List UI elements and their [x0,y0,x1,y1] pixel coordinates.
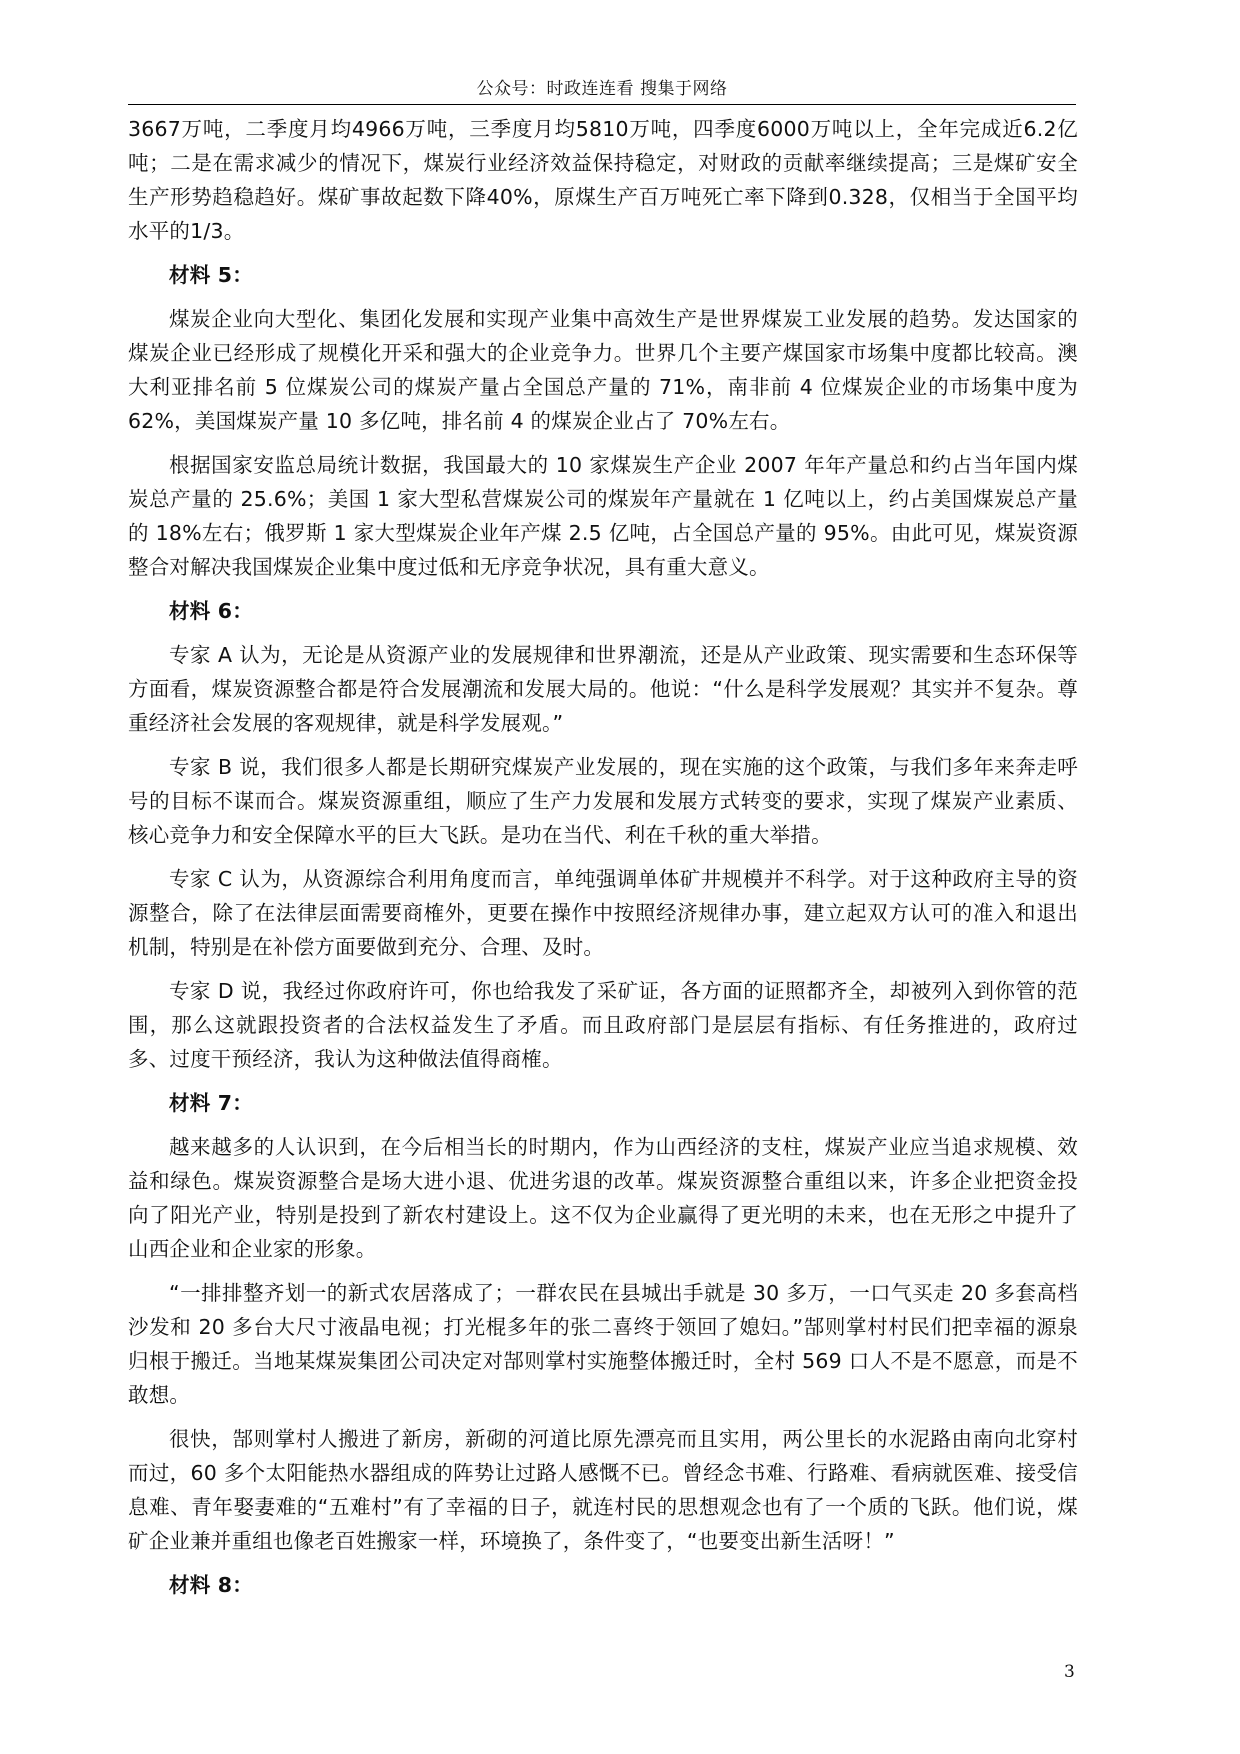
paragraph: 专家 C 认为，从资源综合利用角度而言，单纯强调单体矿井规模并不科学。对于这种政府主导的资源整合，除了在法律层面需要商榷外，更要在操作中按照经济规律办事，建立起双方认可的准入和退出机制，特别是在补偿方面要做到充分、合理、及时。 [128,867,1078,959]
section-heading-material-8: 材料 8： [169,1573,253,1597]
paragraph: “一排排整齐划一的新式农居落成了；一群农民在县城出手就是 30 多万，一口气买走 20 多套高档沙发和 20 多台大尺寸液晶电视；打光棍多年的张二喜终于领回了媳妇。”郜则掌村村民们把幸福的源泉归根于搬迁。当地某煤炭集团公司决定对郜则掌村实施整体搬迁时，全村 569 口人不是不愿意，而是不敢想。 [128,1281,1078,1407]
paragraph-continued: 3667万吨，二季度月均4966万吨，三季度月均5810万吨，四季度6000万吨以上，全年完成近6.2亿吨；二是在需求减少的情况下，煤炭行业经济效益保持稳定，对财政的贡献率继续提高；三是煤矿安全生产形势趋稳趋好。煤矿事故起数下降40%，原煤生产百万吨死亡率下降到0.328，仅相当于全国平均水平的1/3。 [128,117,1078,243]
document-body [128,112,1078,1612]
paragraph: 专家 D 说，我经过你政府许可，你也给我发了采矿证，各方面的证照都齐全，却被列入到你管的范围，那么这就跟投资者的合法权益发生了矛盾。而且政府部门是层层有指标、有任务推进的，政府过多、过度干预经济，我认为这种做法值得商榷。 [128,979,1078,1071]
paragraph: 煤炭企业向大型化、集团化发展和实现产业集中高效生产是世界煤炭工业发展的趋势。发达国家的煤炭企业已经形成了规模化开采和强大的企业竞争力。世界几个主要产煤国家市场集中度都比较高。澳大利亚排名前 5 位煤炭公司的煤炭产量占全国总产量的 71%，南非前 4 位煤炭企业的市场集中度为 62%，美国煤炭产量 10 多亿吨，排名前 4 的煤炭企业占了 70%左右。 [128,307,1078,433]
paragraph: 专家 B 说，我们很多人都是长期研究煤炭产业发展的，现在实施的这个政策，与我们多年来奔走呼号的目标不谋而合。煤炭资源重组，顺应了生产力发展和发展方式转变的要求，实现了煤炭产业素质、核心竞争力和安全保障水平的巨大飞跃。是功在当代、利在千秋的重大举措。 [128,755,1078,847]
section-heading-material-7: 材料 7： [169,1091,253,1115]
section-heading-material-5: 材料 5： [169,263,253,287]
paragraph: 专家 A 认为，无论是从资源产业的发展规律和世界潮流，还是从产业政策、现实需要和生态环保等方面看，煤炭资源整合都是符合发展潮流和发展大局的。他说：“什么是科学发展观？其实并不复杂。尊重经济社会发展的客观规律，就是科学发展观。” [128,643,1078,735]
paragraph: 很快，郜则掌村人搬进了新房，新砌的河道比原先漂亮而且实用，两公里长的水泥路由南向北穿村而过，60 多个太阳能热水器组成的阵势让过路人感慨不已。曾经念书难、行路难、看病就医难、接受信息难、青年娶妻难的“五难村”有了幸福的日子，就连村民的思想观念也有了一个质的飞跃。他们说，煤矿企业兼并重组也像老百姓搬家一样，环境换了，条件变了，“也要变出新生活呀！” [128,1427,1078,1553]
page-number: 3 [1064,1662,1075,1682]
paragraph: 越来越多的人认识到，在今后相当长的时期内，作为山西经济的支柱，煤炭产业应当追求规模、效益和绿色。煤炭资源整合是场大进小退、优进劣退的改革。煤炭资源整合重组以来，许多企业把资金投向了阳光产业，特别是投到了新农村建设上。这不仅为企业赢得了更光明的未来，也在无形之中提升了山西企业和企业家的形象。 [128,1135,1078,1261]
section-heading-material-6: 材料 6： [169,599,253,623]
paragraph: 根据国家安监总局统计数据，我国最大的 10 家煤炭生产企业 2007 年年产量总和约占当年国内煤炭总产量的 25.6%；美国 1 家大型私营煤炭公司的煤炭年产量就在 1 亿吨以上，约占美国煤炭总产量的 18%左右；俄罗斯 1 家大型煤炭企业年产煤 2.5 亿吨，占全国总产量的 95%。由此可见，煤炭资源整合对解决我国煤炭企业集中度过低和无序竞争状况，具有重大意义。 [128,453,1078,579]
page-header: 公众号：时政连连看 搜集于网络 [128,78,1076,105]
